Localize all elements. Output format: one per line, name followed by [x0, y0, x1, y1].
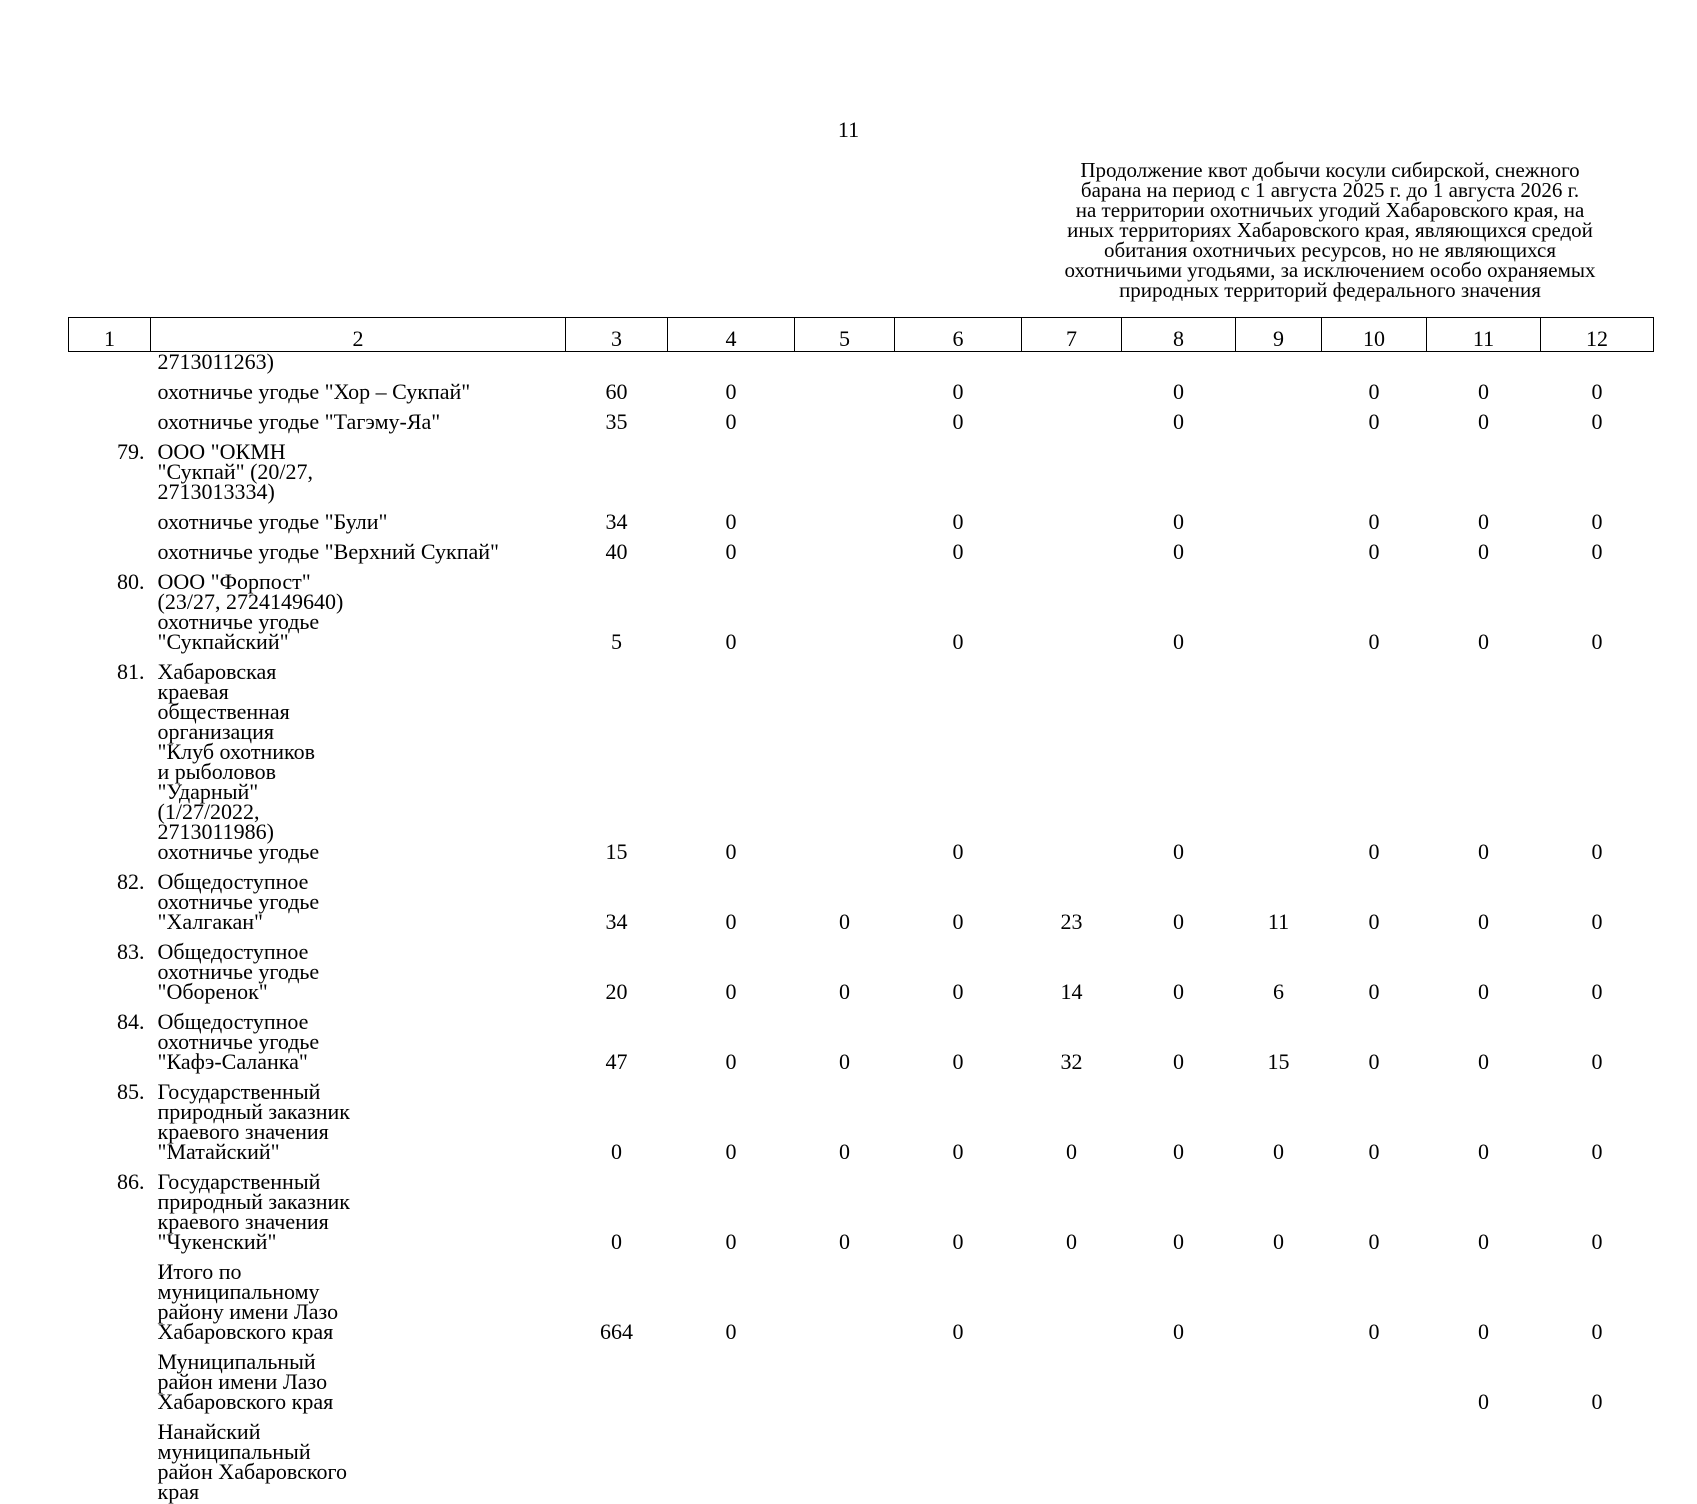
quota-value-col-4: 0 [725, 379, 737, 404]
quota-value-col-3: 35 [605, 409, 628, 434]
quota-value-col-9 [1236, 352, 1322, 373]
quota-value-col-3: 15 [605, 839, 628, 864]
row-name: Муниципальный район имени Лазо Хабаровского края [157, 1349, 334, 1414]
quota-value-col-12 [1541, 352, 1654, 373]
table-row [69, 532, 1654, 562]
quota-value-col-5 [795, 1342, 895, 1412]
quota-value-col-7: 0 [1066, 1139, 1077, 1164]
row-name: Общедоступное охотничье угодье "Кафэ-Саланка" [157, 1009, 320, 1074]
quota-value-col-9 [1236, 562, 1322, 652]
quota-value-col-6 [895, 1342, 1022, 1412]
quota-value-col-7 [1022, 432, 1122, 502]
row-name: ООО "Форпост" (23/27, 2724149640) охотничье угодье "Сукпайский" [157, 569, 344, 654]
quota-value-col-3: 20 [605, 979, 628, 1004]
row-number [69, 1342, 151, 1412]
quota-value-col-8: 0 [1173, 909, 1184, 934]
row-name: охотничье угодье "Тагэму-Яа" [157, 409, 441, 434]
quota-value-col-5: 0 [839, 979, 850, 1004]
column-header: 6 [895, 318, 1022, 352]
quota-value-col-7 [1022, 562, 1122, 652]
page-number: 11 [837, 117, 860, 142]
table-row [69, 1072, 1654, 1162]
quota-value-col-7: 0 [1066, 1229, 1077, 1254]
quota-value-col-9: 6 [1273, 979, 1284, 1004]
quota-value-col-3: 34 [605, 909, 628, 934]
quota-value-col-4 [668, 352, 795, 373]
quota-value-col-8: 0 [1173, 509, 1184, 534]
quota-value-col-7 [1022, 502, 1122, 532]
quota-value-col-12: 0 [1591, 979, 1603, 1004]
row-number [69, 402, 151, 432]
quota-value-col-7: 14 [1060, 979, 1083, 1004]
quota-value-col-11: 0 [1478, 979, 1489, 1004]
quota-value-col-10: 0 [1368, 1049, 1380, 1074]
column-header: 8 [1122, 318, 1236, 352]
quota-value-col-6: 0 [952, 409, 964, 434]
caption-line: охотничьими угодьями, за исключением особо охраняемых [1064, 258, 1596, 282]
table-row [69, 932, 1654, 1002]
quota-value-col-8: 0 [1173, 539, 1184, 564]
quota-value-col-3: 0 [611, 1229, 622, 1254]
quota-value-col-4 [668, 1412, 795, 1502]
row-number [69, 352, 151, 373]
quota-value-col-11: 0 [1478, 539, 1489, 564]
table-row [69, 352, 1654, 373]
quota-value-col-6: 0 [952, 539, 964, 564]
table-row [69, 372, 1654, 402]
column-header: 10 [1322, 318, 1427, 352]
row-number [69, 532, 151, 562]
quota-value-col-4: 0 [725, 409, 737, 434]
quota-value-col-9 [1236, 502, 1322, 532]
quota-value-col-6: 0 [952, 979, 964, 1004]
quota-value-col-10: 0 [1368, 979, 1380, 1004]
column-header: 12 [1541, 318, 1654, 352]
quota-value-col-9: 0 [1273, 1229, 1284, 1254]
table-row [69, 1002, 1654, 1072]
row-name: охотничье угодье "Верхний Сукпай" [157, 539, 500, 564]
quota-value-col-11: 0 [1478, 1229, 1489, 1254]
quota-value-col-11: 0 [1478, 839, 1489, 864]
quota-value-col-8: 0 [1173, 1319, 1184, 1344]
quota-value-col-4: 0 [725, 629, 737, 654]
row-name: охотничье угодье "Хор – Сукпай" [157, 379, 471, 404]
quota-value-col-10: 0 [1368, 509, 1380, 534]
quota-value-col-12: 0 [1591, 539, 1603, 564]
quota-value-col-4: 0 [725, 1319, 737, 1344]
quota-value-col-12: 0 [1591, 1139, 1603, 1164]
quota-value-col-8: 0 [1173, 979, 1184, 1004]
quota-value-col-7: 32 [1060, 1049, 1083, 1074]
caption-line: иных территориях Хабаровского края, являющихся средой [1067, 218, 1593, 242]
quota-value-col-5 [795, 1252, 895, 1342]
quota-value-col-3: 5 [611, 629, 622, 654]
quota-value-col-10: 0 [1368, 1229, 1380, 1254]
quota-value-col-7: 23 [1060, 909, 1083, 934]
quota-value-col-12 [1541, 432, 1654, 502]
quota-value-col-5 [795, 432, 895, 502]
quota-value-col-6: 0 [952, 1049, 964, 1074]
quota-value-col-8: 0 [1173, 409, 1184, 434]
quota-value-col-8 [1122, 352, 1236, 373]
quota-value-col-8: 0 [1173, 379, 1184, 404]
quota-value-col-3: 34 [605, 509, 628, 534]
row-number: 82. [117, 869, 145, 894]
quota-value-col-4: 0 [725, 1049, 737, 1074]
caption-line: Продолжение квот добычи косули сибирской, снежного [1080, 158, 1580, 182]
quota-value-col-8 [1122, 1342, 1236, 1412]
quota-value-col-4: 0 [725, 539, 737, 564]
quota-value-col-12: 0 [1591, 509, 1603, 534]
quota-value-col-12: 0 [1591, 629, 1603, 654]
column-header: 4 [668, 318, 795, 352]
quota-value-col-5 [795, 402, 895, 432]
quota-table [68, 317, 1654, 1502]
quota-value-col-10: 0 [1368, 379, 1380, 404]
quota-value-col-12: 0 [1591, 1049, 1603, 1074]
quota-value-col-9 [1236, 402, 1322, 432]
quota-value-col-6: 0 [952, 1319, 964, 1344]
quota-value-col-12: 0 [1591, 1229, 1603, 1254]
quota-value-col-6: 0 [952, 629, 964, 654]
quota-value-col-4: 0 [725, 909, 737, 934]
quota-value-col-8: 0 [1173, 1229, 1184, 1254]
column-header: 2 [151, 318, 566, 352]
row-number [69, 1412, 151, 1502]
quota-value-col-3: 47 [605, 1049, 628, 1074]
quota-value-col-7 [1022, 1252, 1122, 1342]
quota-value-col-8: 0 [1173, 1139, 1184, 1164]
quota-value-col-12: 0 [1591, 909, 1603, 934]
quota-value-col-11: 0 [1478, 1389, 1489, 1414]
quota-value-col-7 [1022, 652, 1122, 862]
quota-value-col-11: 0 [1478, 909, 1489, 934]
quota-value-col-10 [1322, 432, 1427, 502]
row-name: Общедоступное охотничье угодье "Оборенок" [157, 939, 320, 1004]
quota-value-col-10: 0 [1368, 839, 1380, 864]
quota-value-col-11: 0 [1478, 629, 1489, 654]
quota-value-col-3 [566, 352, 668, 373]
quota-value-col-3 [566, 1342, 668, 1412]
quota-value-col-5: 0 [839, 1139, 850, 1164]
row-number: 84. [117, 1009, 145, 1034]
quota-value-col-10 [1322, 352, 1427, 373]
quota-value-col-4: 0 [725, 1139, 737, 1164]
column-header: 1 [69, 318, 151, 352]
quota-value-col-7 [1022, 532, 1122, 562]
quota-value-col-8: 0 [1173, 1049, 1184, 1074]
quota-value-col-11: 0 [1478, 1319, 1489, 1344]
quota-value-col-9: 0 [1273, 1139, 1284, 1164]
quota-value-col-9 [1236, 372, 1322, 402]
quota-value-col-3: 664 [600, 1319, 633, 1344]
quota-value-col-5: 0 [839, 909, 850, 934]
quota-value-col-6: 0 [952, 1139, 964, 1164]
quota-value-col-11: 0 [1478, 509, 1489, 534]
quota-value-col-3: 60 [605, 379, 628, 404]
quota-value-col-5 [795, 1412, 895, 1502]
quota-value-col-6: 0 [952, 379, 964, 404]
quota-value-col-3: 40 [605, 539, 628, 564]
row-number: 79. [117, 439, 145, 464]
quota-value-col-5 [795, 562, 895, 652]
quota-value-col-9: 11 [1267, 909, 1290, 934]
quota-value-col-12: 0 [1591, 409, 1603, 434]
quota-value-col-11 [1427, 432, 1541, 502]
table-row [69, 562, 1654, 652]
table-row [69, 652, 1654, 862]
quota-value-col-10 [1322, 1412, 1427, 1502]
quota-value-col-3: 0 [611, 1139, 622, 1164]
quota-value-col-11: 0 [1478, 1049, 1489, 1074]
quota-value-col-7 [1022, 402, 1122, 432]
quota-value-col-7 [1022, 1412, 1122, 1502]
quota-value-col-12: 0 [1591, 379, 1603, 404]
quota-value-col-10: 0 [1368, 409, 1380, 434]
row-name: Государственный природный заказник краевого значения "Чукенский" [157, 1169, 350, 1254]
row-number [69, 1252, 151, 1342]
quota-value-col-6 [895, 1412, 1022, 1502]
quota-value-col-6: 0 [952, 509, 964, 534]
column-header: 5 [795, 318, 895, 352]
row-name: охотничье угодье "Були" [157, 509, 388, 534]
quota-value-col-12 [1541, 1412, 1654, 1502]
column-number-header-row [69, 318, 1654, 352]
row-name: Общедоступное охотничье угодье "Халгакан" [157, 869, 320, 934]
quota-value-col-6 [895, 352, 1022, 373]
caption-line: природных территорий федерального значения [1119, 278, 1541, 302]
quota-value-col-8 [1122, 1412, 1236, 1502]
table-row [69, 1342, 1654, 1412]
quota-value-col-9 [1236, 652, 1322, 862]
quota-value-col-7 [1022, 352, 1122, 373]
quota-value-col-5 [795, 502, 895, 532]
quota-value-col-9 [1236, 1342, 1322, 1412]
quota-value-col-5 [795, 652, 895, 862]
table-row [69, 432, 1654, 502]
quota-value-col-6: 0 [952, 909, 964, 934]
table-row [69, 862, 1654, 932]
quota-value-col-9 [1236, 1252, 1322, 1342]
quota-value-col-8: 0 [1173, 839, 1184, 864]
row-number: 83. [117, 939, 145, 964]
quota-value-col-3 [566, 432, 668, 502]
quota-value-col-11: 0 [1478, 1139, 1489, 1164]
column-header: 3 [566, 318, 668, 352]
row-number [69, 502, 151, 532]
quota-value-col-3 [566, 1412, 668, 1502]
quota-value-col-7 [1022, 1342, 1122, 1412]
quota-value-col-10: 0 [1368, 1139, 1380, 1164]
table-row [69, 402, 1654, 432]
quota-value-col-12: 0 [1591, 1389, 1603, 1414]
quota-value-col-4: 0 [725, 839, 737, 864]
quota-value-col-4: 0 [725, 509, 737, 534]
quota-value-col-10: 0 [1368, 909, 1380, 934]
quota-value-col-4: 0 [725, 1229, 737, 1254]
quota-value-col-10: 0 [1368, 629, 1380, 654]
quota-value-col-5 [795, 372, 895, 402]
table-row [69, 1252, 1654, 1342]
column-header: 9 [1236, 318, 1322, 352]
row-name: Государственный природный заказник краевого значения "Матайский" [157, 1079, 350, 1164]
quota-value-col-6: 0 [952, 1229, 964, 1254]
quota-value-col-12: 0 [1591, 1319, 1603, 1344]
caption-line: барана на период с 1 августа 2025 г. до 1 августа 2026 г. [1080, 178, 1580, 202]
row-name: Хабаровская краевая общественная организация "Клуб охотников и рыболовов "Ударный" (1/27/2022, 2713011986) охотничье угодье [157, 659, 320, 864]
quota-value-col-10 [1322, 1342, 1427, 1412]
quota-value-col-9 [1236, 432, 1322, 502]
quota-value-col-5: 0 [839, 1229, 850, 1254]
quota-value-col-11: 0 [1478, 409, 1489, 434]
row-number: 81. [117, 659, 145, 684]
quota-value-col-11 [1427, 1412, 1541, 1502]
row-number: 80. [117, 569, 145, 594]
quota-value-col-9 [1236, 532, 1322, 562]
quota-value-col-9: 15 [1267, 1049, 1290, 1074]
quota-value-col-5: 0 [839, 1049, 850, 1074]
quota-value-col-6: 0 [952, 839, 964, 864]
column-header: 11 [1427, 318, 1541, 352]
quota-value-col-11 [1427, 352, 1541, 373]
table-caption [1005, 160, 1655, 300]
quota-value-col-8 [1122, 432, 1236, 502]
row-number: 85. [117, 1079, 145, 1104]
row-name: Нанайский муниципальный район Хабаровского края [157, 1419, 347, 1504]
quota-value-col-11: 0 [1478, 379, 1489, 404]
row-name: Итого по муниципальному району имени Лазо Хабаровского края [157, 1259, 339, 1344]
quota-value-col-5 [795, 352, 895, 373]
quota-value-col-4 [668, 432, 795, 502]
quota-value-col-5 [795, 532, 895, 562]
quota-value-col-9 [1236, 1412, 1322, 1502]
row-number: 86. [117, 1169, 145, 1194]
row-name: 2713011263) [157, 349, 275, 374]
table-row [69, 1412, 1654, 1502]
table-row [69, 502, 1654, 532]
quota-value-col-10: 0 [1368, 1319, 1380, 1344]
row-name: ООО "ОКМН "Сукпай" (20/27, 2713013334) [157, 439, 314, 504]
quota-value-col-8: 0 [1173, 629, 1184, 654]
caption-line: обитания охотничьих ресурсов, но не являющихся [1103, 238, 1557, 262]
column-header: 7 [1022, 318, 1122, 352]
table-row [69, 1162, 1654, 1252]
row-number [69, 372, 151, 402]
quota-value-col-4 [668, 1342, 795, 1412]
quota-value-col-12: 0 [1591, 839, 1603, 864]
quota-value-col-6 [895, 432, 1022, 502]
caption-line: на территории охотничьих угодий Хабаровского края, на [1075, 198, 1585, 222]
quota-value-col-7 [1022, 372, 1122, 402]
quota-value-col-10: 0 [1368, 539, 1380, 564]
quota-value-col-4: 0 [725, 979, 737, 1004]
